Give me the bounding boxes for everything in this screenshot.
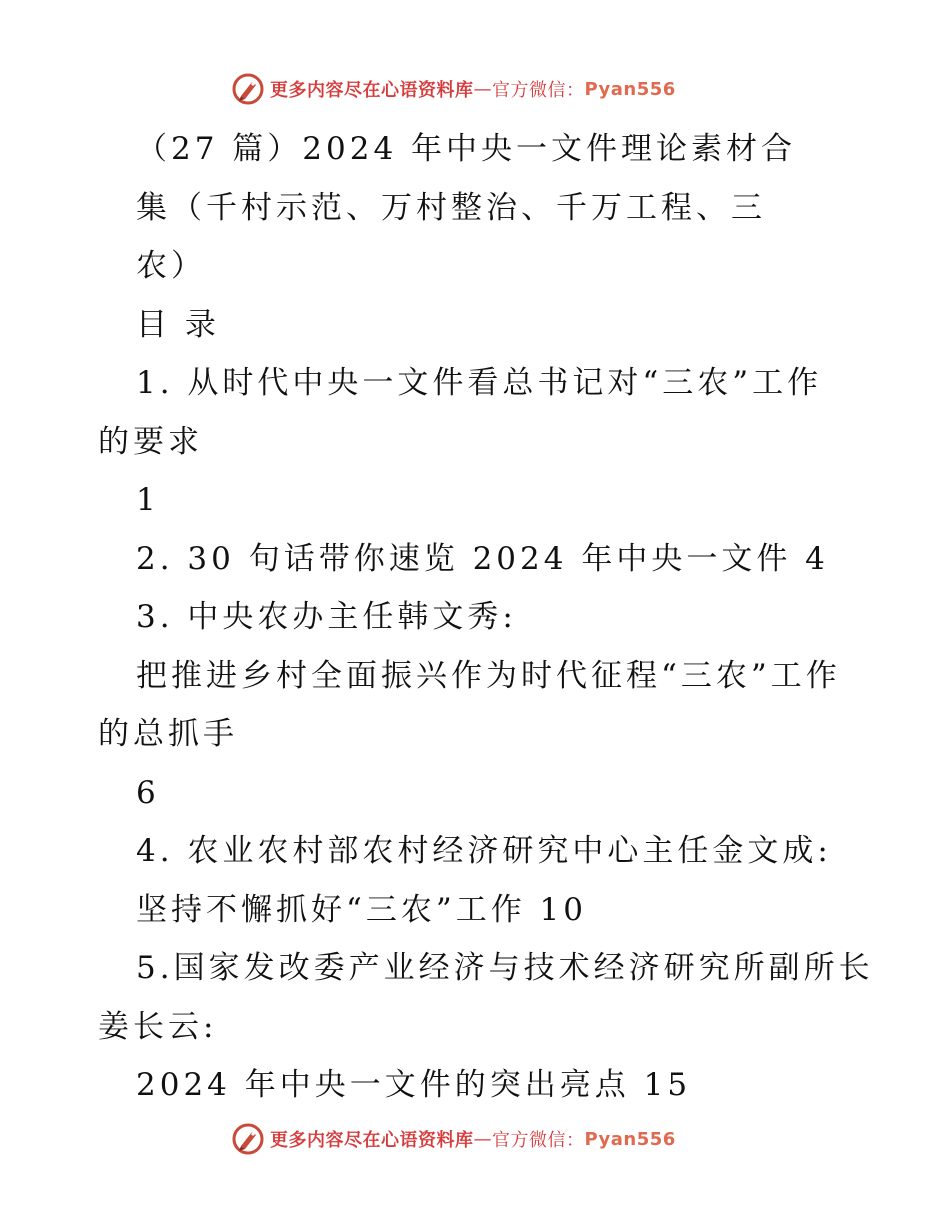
- toc-line: 坚持不懈抓好“三农”工作 10: [136, 891, 587, 928]
- banner-colon: ：: [566, 1130, 585, 1151]
- banner-wechat-id: Pyan556: [584, 78, 676, 100]
- toc-line: 把推进乡村全面振兴作为时代征程“三农”工作: [136, 657, 841, 694]
- document-body: [0, 120, 950, 1115]
- banner-official-label: 官方微信: [492, 80, 566, 101]
- banner-colon: ：: [566, 80, 585, 101]
- banner-brand-text: 更多内容尽在心语资料库: [270, 1130, 474, 1151]
- pen-logo-icon: [232, 73, 264, 105]
- toc-line: 5.国家发改委产业经济与技术经济研究所副所长: [136, 950, 874, 986]
- toc-line: 1. 从时代中央一文件看总书记对“三农”工作: [136, 365, 823, 401]
- header-banner: [232, 72, 676, 106]
- title-line: （27 篇）2024 年中央一文件理论素材合: [136, 131, 797, 167]
- pen-logo-icon: [232, 1123, 264, 1155]
- banner-official-label: 官方微信: [492, 1130, 566, 1151]
- toc-line: 2. 30 句话带你速览 2024 年中央一文件 4: [136, 540, 829, 577]
- toc-line: 3. 中央农办主任韩文秀:: [136, 599, 517, 635]
- footer-banner: [232, 1122, 676, 1156]
- toc-line: 4. 农业农村部农村经济研究中心主任金文成:: [136, 833, 832, 869]
- toc-line: 的要求: [98, 423, 203, 460]
- banner-wechat-id: Pyan556: [584, 1128, 676, 1150]
- toc-page-number: 6: [136, 774, 160, 811]
- toc-line: 2024 年中央一文件的突出亮点 15: [136, 1067, 692, 1103]
- banner-dash: —: [473, 78, 492, 100]
- toc-page-number: 1: [136, 482, 160, 518]
- title-line: 集（千村示范、万村整治、千万工程、三: [136, 189, 766, 226]
- banner-brand-text: 更多内容尽在心语资料库: [270, 80, 474, 101]
- toc-heading: 目 录: [136, 306, 220, 343]
- toc-line: 姜长云:: [98, 1008, 218, 1045]
- title-line: 农）: [136, 248, 206, 284]
- banner-dash: —: [473, 1128, 492, 1150]
- toc-line: 的总抓手: [98, 716, 238, 752]
